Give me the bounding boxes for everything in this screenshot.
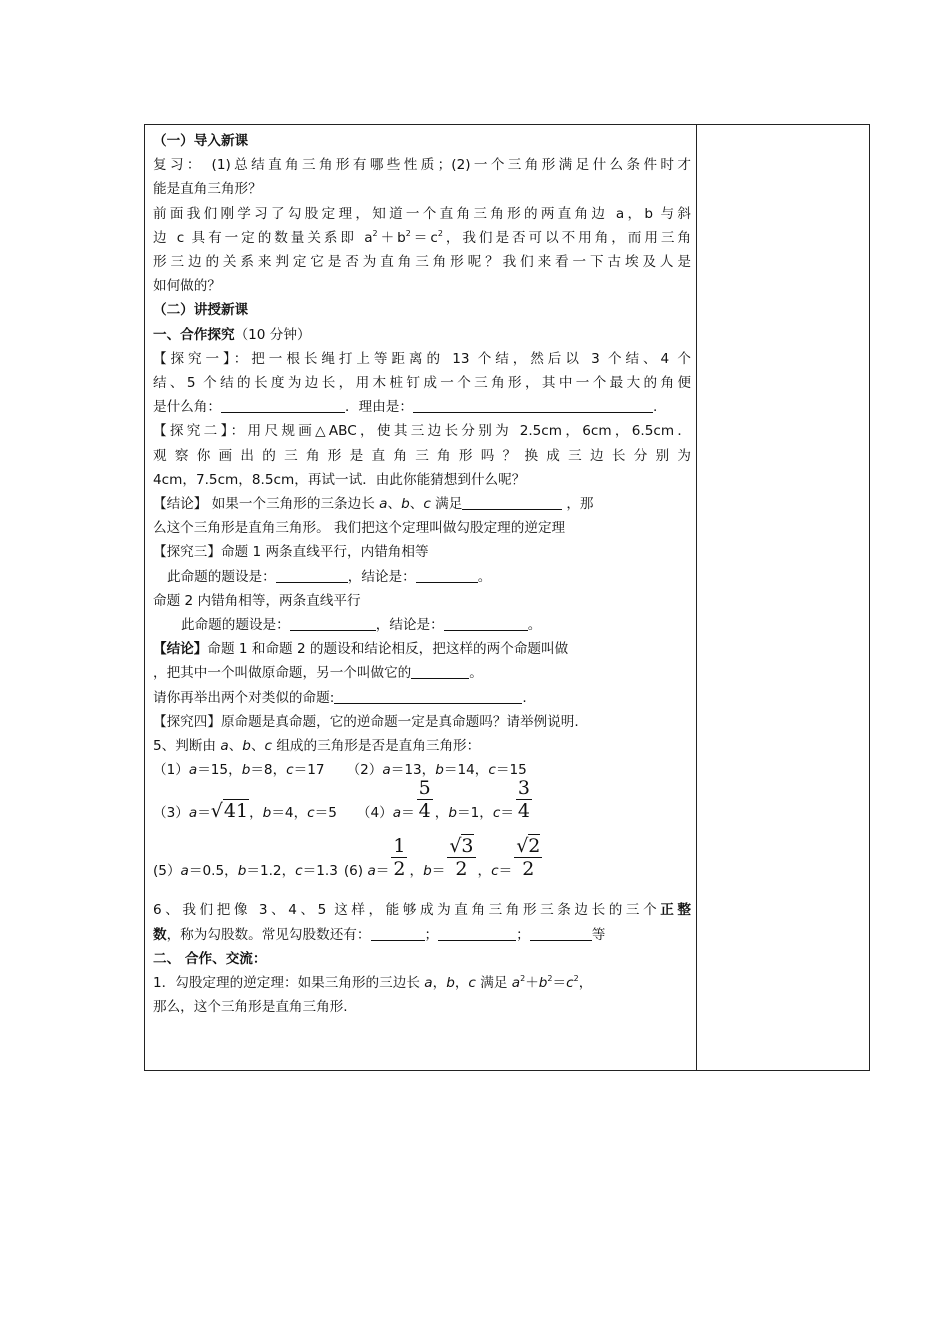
explore-text: ．理由是： — [344, 399, 413, 416]
comma: ， — [421, 762, 436, 779]
equals: ＝ — [302, 863, 317, 880]
sqrt-expression — [211, 782, 249, 840]
review-line-1: 复习： (1)总结直角三角形有哪些性质；(2)一个三角形满足什么条件时才 — [153, 157, 691, 174]
equals: ＝ — [552, 975, 567, 992]
question-6-line-1 — [153, 898, 691, 922]
part-one-heading — [153, 323, 691, 347]
comma: ， — [474, 762, 489, 779]
equals: ＝ — [188, 863, 203, 880]
separator: ； — [424, 926, 439, 943]
value: 1.3 — [316, 863, 338, 880]
separator: 、 — [250, 738, 265, 755]
answer-blank[interactable] — [462, 495, 562, 510]
conclusion-text: . — [522, 689, 527, 706]
part-one-time: （10 分钟） — [234, 326, 311, 343]
superscript: 2 — [405, 228, 411, 238]
review-line-2: 能是直角三角形？ — [153, 181, 262, 198]
conclusion-text: 如果一个三角形的三条边长 — [207, 496, 380, 513]
item-text: 满足 — [475, 975, 512, 992]
conclusion-1-line-2: 么这个三角形是直角三角形。 我们把这个定理叫做勾股定理的逆定理 — [153, 520, 566, 537]
value: 1 — [470, 805, 480, 822]
conclusion-tag: 【结论】 — [153, 641, 208, 658]
radical-sign: √ — [516, 834, 529, 857]
equals: ＝ — [443, 762, 458, 779]
var-c: c — [468, 975, 476, 992]
equals: ＝ — [271, 805, 285, 822]
lesson-content-cell — [153, 129, 691, 1020]
var-a: a — [220, 738, 229, 755]
conclusion-1-line-1 — [153, 492, 691, 516]
explore-text: 是什么角： — [153, 399, 221, 416]
numerator: 1 — [393, 834, 406, 857]
explore-3-line-3: 命题 2 内错角相等，两条直线平行 — [153, 592, 361, 609]
explore-2-line-3: 4cm，7.5cm，8.5cm，再试一试．由此你能猜想到什么呢？ — [153, 471, 526, 488]
item-label: (5） — [153, 863, 181, 880]
var-a: a — [424, 975, 433, 992]
numerator: 5 — [418, 776, 431, 799]
explore-3-line-4 — [153, 613, 691, 637]
item-label: （4） — [356, 805, 393, 822]
item-label: （1） — [153, 762, 189, 779]
fraction — [391, 835, 407, 880]
denominator: 4 — [418, 799, 431, 822]
emphasis-text: 数 — [153, 926, 167, 943]
conclusion-text: ，那 — [566, 496, 594, 513]
separator: 、 — [228, 738, 243, 755]
question-5-title — [153, 734, 691, 758]
comma: ， — [477, 863, 492, 880]
explore-4-line-1: 【探究四】原命题是真命题，它的逆命题一定是真命题吗？请举例说明. — [153, 713, 579, 730]
var-a: a — [180, 863, 189, 880]
question-text: ，称为勾股数。常见勾股数还有： — [166, 926, 371, 943]
item-label: (6) — [343, 863, 364, 880]
separator: ； — [516, 926, 530, 943]
equals: ＝ — [250, 762, 264, 779]
question-6-line-2 — [153, 923, 691, 947]
var-c: c — [488, 762, 496, 779]
numerator — [447, 835, 475, 858]
question-text: 等 — [591, 926, 606, 943]
conclusion-text: 请你再举出两个对类似的命题: — [153, 689, 335, 706]
conclusion-2-line-1 — [153, 637, 691, 661]
value: 14 — [457, 762, 475, 779]
emphasis-text: 正整 — [660, 902, 691, 919]
value: 0.5 — [202, 863, 225, 880]
equals: ＝ — [293, 762, 308, 779]
equals: ＝ — [457, 805, 471, 822]
equals: ＝ — [500, 805, 514, 822]
separator: 、 — [409, 496, 424, 513]
explore-3-line-2 — [153, 565, 691, 589]
var-a: a — [188, 805, 198, 822]
fraction — [514, 835, 542, 880]
conclusion-2-line-2 — [153, 661, 691, 685]
numerator — [514, 835, 542, 858]
value: 15 — [210, 762, 229, 779]
intro-text: 边 c 具有一定的数量关系即 a — [153, 229, 373, 246]
equals: ＝ — [197, 762, 211, 779]
explore-text: 此命题的题设是： — [167, 568, 276, 585]
fraction — [417, 777, 433, 822]
explore-text: 。 — [477, 568, 492, 585]
equals: ＝ — [246, 863, 260, 880]
equals: ＝ — [495, 762, 510, 779]
value: 5 — [328, 805, 337, 822]
lesson-table — [144, 124, 870, 1071]
question-5-row-2 — [153, 776, 691, 834]
item-label: （2） — [346, 762, 383, 779]
comma: ， — [281, 863, 296, 880]
answer-blank[interactable] — [290, 616, 376, 631]
var-b: b — [241, 762, 251, 779]
section-title-intro: （一）导入新课 — [153, 133, 249, 149]
question-text: 6、我们把像 3、4、5 这样，能够成为直角三角形三条边长的三个 — [153, 902, 661, 919]
value: 13 — [404, 762, 422, 779]
superscript: 2 — [573, 974, 579, 984]
answer-blank[interactable] — [438, 926, 516, 941]
conclusion-text: ，把其中一个叫做原命题，另一个叫做它的 — [153, 665, 412, 682]
comma: ， — [224, 863, 238, 880]
answer-blank[interactable] — [276, 568, 348, 583]
var-c: c — [492, 805, 501, 822]
superscript: 2 — [437, 228, 443, 238]
intro-text: ＋b — [377, 229, 406, 246]
comma: ， — [479, 805, 493, 822]
question-text: 5、判断由 — [153, 738, 221, 755]
item-1-line-2: 那么，这个三角形是直角三角形. — [153, 999, 348, 1016]
explore-text: ，结论是： — [347, 568, 416, 585]
comma: ， — [432, 975, 447, 992]
value: 1.2 — [259, 863, 282, 880]
superscript: 2 — [547, 974, 553, 984]
var-a: a — [382, 762, 391, 779]
intro-text: ＝c — [410, 229, 438, 246]
part-one-title: 一、合作探究 — [153, 326, 235, 343]
var-c: c — [491, 863, 499, 880]
var-a: a — [188, 762, 198, 779]
conclusion-text: 满足 — [430, 496, 463, 513]
conclusion-text: 命题 1 和命题 2 的题设和结论相反，把这样的两个命题叫做 — [207, 641, 569, 658]
intro-line-3: 形三边的关系来判定它是否为直角三角形呢？我们来看一下古埃及人是 — [153, 254, 691, 271]
equals: ＝ — [390, 762, 405, 779]
var-b: b — [538, 975, 548, 992]
comma: ， — [454, 975, 469, 992]
explore-text: 此命题的题设是： — [181, 617, 290, 634]
superscript: 2 — [520, 974, 526, 984]
intro-text: ，我们是否可以不用角，而用三角 — [442, 229, 691, 246]
equals: ＝ — [401, 805, 415, 822]
var-a: a — [392, 805, 402, 822]
fraction — [516, 777, 532, 822]
plus: ＋ — [525, 975, 539, 992]
var-c: c — [264, 738, 273, 755]
equals: ＝ — [498, 863, 513, 880]
question-text: 组成的三角形是否是直角三角形： — [272, 738, 481, 755]
denominator: 2 — [455, 857, 468, 880]
radicand: 41 — [223, 800, 249, 823]
var-c: c — [295, 863, 303, 880]
comma: ， — [272, 762, 287, 779]
comma: ， — [409, 863, 424, 880]
column-divider — [696, 125, 697, 1070]
answer-blank[interactable] — [530, 926, 592, 941]
denominator: 4 — [517, 799, 531, 822]
var-a: a — [367, 863, 376, 880]
item-label: （3） — [153, 805, 189, 822]
explore-1-line-1: 【探究一】：把一根长绳打上等距离的 13 个结，然后以 3 个结、4 个 — [153, 350, 691, 367]
explore-1-line-2: 结、5 个结的长度为边长，用木桩钉成一个三角形，其中一个最大的角便 — [153, 375, 691, 392]
answer-blank[interactable] — [221, 398, 345, 413]
separator: 、 — [387, 496, 402, 513]
radicand: 3 — [461, 834, 474, 857]
intro-line-2 — [153, 226, 691, 250]
denominator: 2 — [393, 857, 406, 880]
equals: ＝ — [197, 805, 211, 822]
explore-2-line-2: 观 察 你 画 出 的 三 角 形 是 直 角 三 角 形 吗 ？ 换 成 三 边 长 分 别 为 — [153, 447, 691, 464]
explore-text: 。 — [527, 617, 542, 634]
equals: ＝ — [375, 863, 390, 880]
var-b: b — [262, 805, 272, 822]
var-c: c — [286, 762, 294, 779]
answer-blank[interactable] — [413, 398, 653, 413]
item-text: ， — [578, 975, 593, 992]
value: 8 — [263, 762, 273, 779]
answer-blank[interactable] — [411, 664, 469, 679]
equals: ＝ — [431, 863, 446, 880]
answer-blank[interactable] — [416, 568, 478, 583]
value: 4 — [284, 805, 294, 822]
var-b: b — [423, 863, 432, 880]
part-two-heading: 二、 合作、交流： — [153, 950, 267, 967]
conclusion-tag: 【结论】 — [153, 496, 208, 513]
explore-text: . — [652, 399, 658, 416]
answer-blank[interactable] — [371, 926, 425, 941]
superscript: 2 — [372, 228, 378, 238]
item-1-line-1 — [153, 971, 691, 995]
var-a: a — [379, 496, 388, 513]
answer-blank[interactable] — [444, 616, 528, 631]
answer-blank[interactable] — [334, 689, 522, 704]
explore-text: ，结论是： — [375, 617, 444, 634]
var-b: b — [446, 975, 455, 992]
denominator: 2 — [522, 857, 535, 880]
intro-line-1: 前面我们刚学习了勾股定理，知道一个直角三角形的两直角边 a，b 与斜 — [153, 205, 691, 222]
comma: ， — [293, 805, 308, 822]
value: 15 — [509, 762, 527, 779]
explore-3-line-1: 【探究三】命题 1 两条直线平行，内错角相等 — [153, 544, 429, 561]
var-c: c — [423, 496, 431, 513]
item-text: 1．勾股定理的逆定理：如果三角形的三边长 — [153, 975, 425, 992]
explore-2-line-1: 【探究二】：用尺规画△ABC，使其三边长分别为 2.5cm，6cm，6.5cm． — [153, 423, 691, 440]
var-b: b — [401, 496, 410, 513]
radical-sign: √ — [210, 800, 223, 823]
numerator: 3 — [517, 776, 531, 799]
var-b: b — [448, 805, 457, 822]
comma: ， — [228, 762, 242, 779]
fraction — [447, 835, 475, 880]
conclusion-text: 。 — [469, 665, 483, 682]
comma: ， — [249, 805, 263, 822]
var-a: a — [511, 975, 521, 992]
section-title-lecture: （二）讲授新课 — [153, 302, 249, 319]
comma: ， — [434, 805, 449, 822]
value: 17 — [307, 762, 325, 779]
explore-1-line-3 — [153, 395, 691, 419]
radical-sign: √ — [449, 834, 462, 857]
equals: ＝ — [314, 805, 329, 822]
var-c: c — [566, 975, 574, 992]
radicand: 2 — [528, 834, 541, 857]
var-b: b — [237, 863, 247, 880]
var-b: b — [435, 762, 444, 779]
question-5-row-3 — [153, 834, 691, 898]
intro-line-4: 如何做的？ — [153, 278, 221, 295]
var-c: c — [307, 805, 315, 822]
var-b: b — [242, 738, 251, 755]
conclusion-2-line-3 — [153, 686, 691, 710]
